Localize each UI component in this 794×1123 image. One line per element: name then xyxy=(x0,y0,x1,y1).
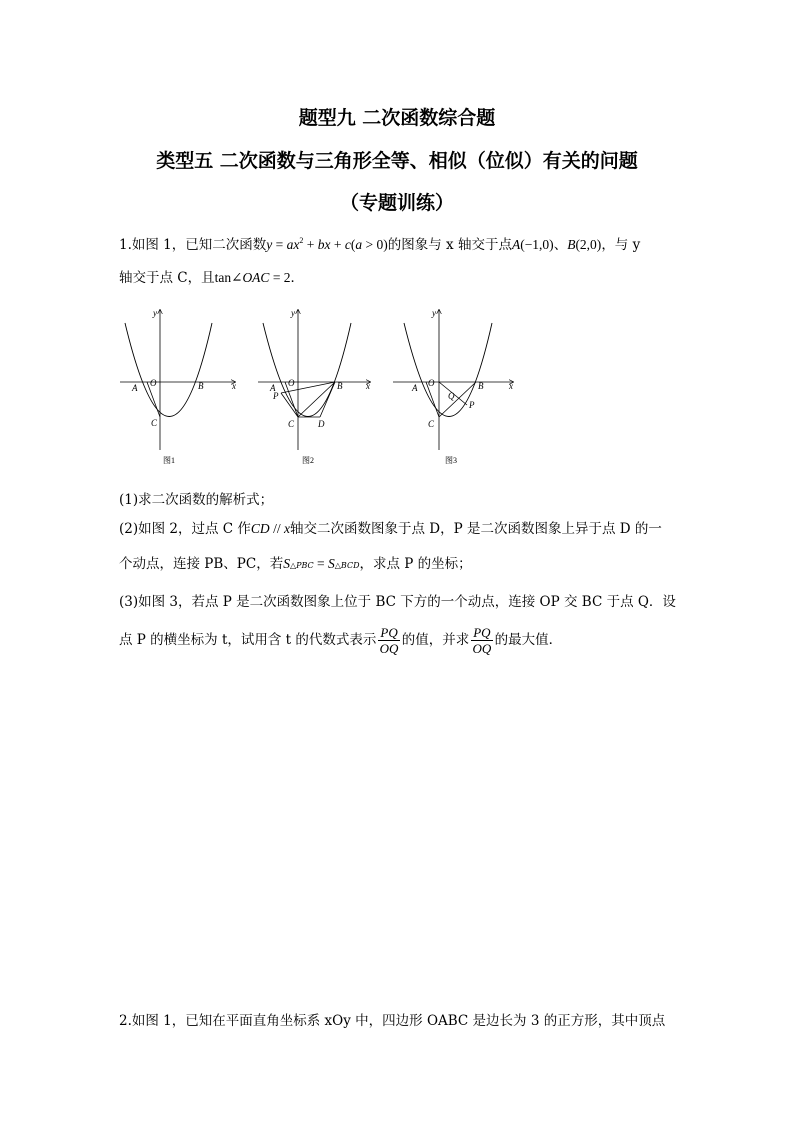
svg-text:O: O xyxy=(288,378,295,388)
svg-text:x: x xyxy=(366,381,370,391)
question-2-line1: (2)如图 2，过点 C 作CD // x轴交二次函数图象于点 D，P 是二次函数图象上异于点 D 的一 xyxy=(119,521,662,537)
svg-text:A: A xyxy=(132,383,138,393)
svg-text:x: x xyxy=(509,381,513,391)
fraction-pq-oq: $\frac{PQ}{OQ}$ xyxy=(472,625,492,656)
svg-text:B: B xyxy=(478,381,484,391)
svg-text:Q: Q xyxy=(448,391,455,401)
figure-2-caption: 图2 xyxy=(302,456,314,465)
svg-text:P: P xyxy=(469,400,475,410)
question-3-line1: (3)如图 3，若点 P 是二次函数图象上位于 BC 下方的一个动点，连接 OP 交 BC 于点 Q．设 xyxy=(119,594,676,610)
svg-text:y: y xyxy=(432,308,436,318)
fraction-pq-oq: $\frac{PQ}{OQ}$ xyxy=(379,625,399,656)
svg-text:x: x xyxy=(232,381,236,391)
problem1-line1: 1.如图 1，已知二次函数$y = ax^2$ + bx + c(a > 0)的图象与 x 轴交于点A(−1,0)、B(2,0)，与 y xyxy=(119,236,641,253)
svg-text:B: B xyxy=(198,381,204,391)
heading-training: （专题训练） xyxy=(339,192,454,214)
function-formula: y xyxy=(266,237,273,252)
figure-1 xyxy=(120,308,236,465)
svg-text:C: C xyxy=(288,419,295,429)
question-2-line2: 个动点，连接 PB、PC，若S△PBC = S△BCD，求点 P 的坐标； xyxy=(119,556,472,572)
svg-text:B: B xyxy=(337,381,343,391)
svg-text:O: O xyxy=(428,378,435,388)
svg-text:A: A xyxy=(412,383,418,393)
heading-topic: 题型九 二次函数综合题 xyxy=(298,107,496,129)
figures xyxy=(115,305,535,470)
svg-text:y: y xyxy=(153,308,157,318)
svg-text:A: A xyxy=(270,383,276,393)
problem2-line1: 2.如图 1，已知在平面直角坐标系 xOy 中，四边形 OABC 是边长为 3 的正方形，其中顶点 xyxy=(119,1013,666,1029)
svg-text:y: y xyxy=(291,308,295,318)
svg-text:C: C xyxy=(428,419,435,429)
svg-text:O: O xyxy=(150,378,157,388)
question-1: (1)求二次函数的解析式； xyxy=(119,492,274,508)
figure-1-caption: 图1 xyxy=(163,456,175,465)
figure-2 xyxy=(258,308,370,465)
question-3-line2: 点 P 的横坐标为 t，试用含 t 的代数式表示 $\frac{PQ}{OQ}$ 的值，并求 $\frac{PQ}{OQ}$ 的最大值． xyxy=(119,625,563,656)
figure-3 xyxy=(393,308,513,465)
svg-text:P: P xyxy=(273,391,279,401)
problem1-line2: 轴交于点 C，且tan∠OAC = 2． xyxy=(119,270,305,286)
heading-type: 类型五 二次函数与三角形全等、相似（位似）有关的问题 xyxy=(156,150,638,172)
svg-text:D: D xyxy=(318,419,325,429)
svg-text:C: C xyxy=(151,418,158,428)
figure-3-caption: 图3 xyxy=(445,456,457,465)
